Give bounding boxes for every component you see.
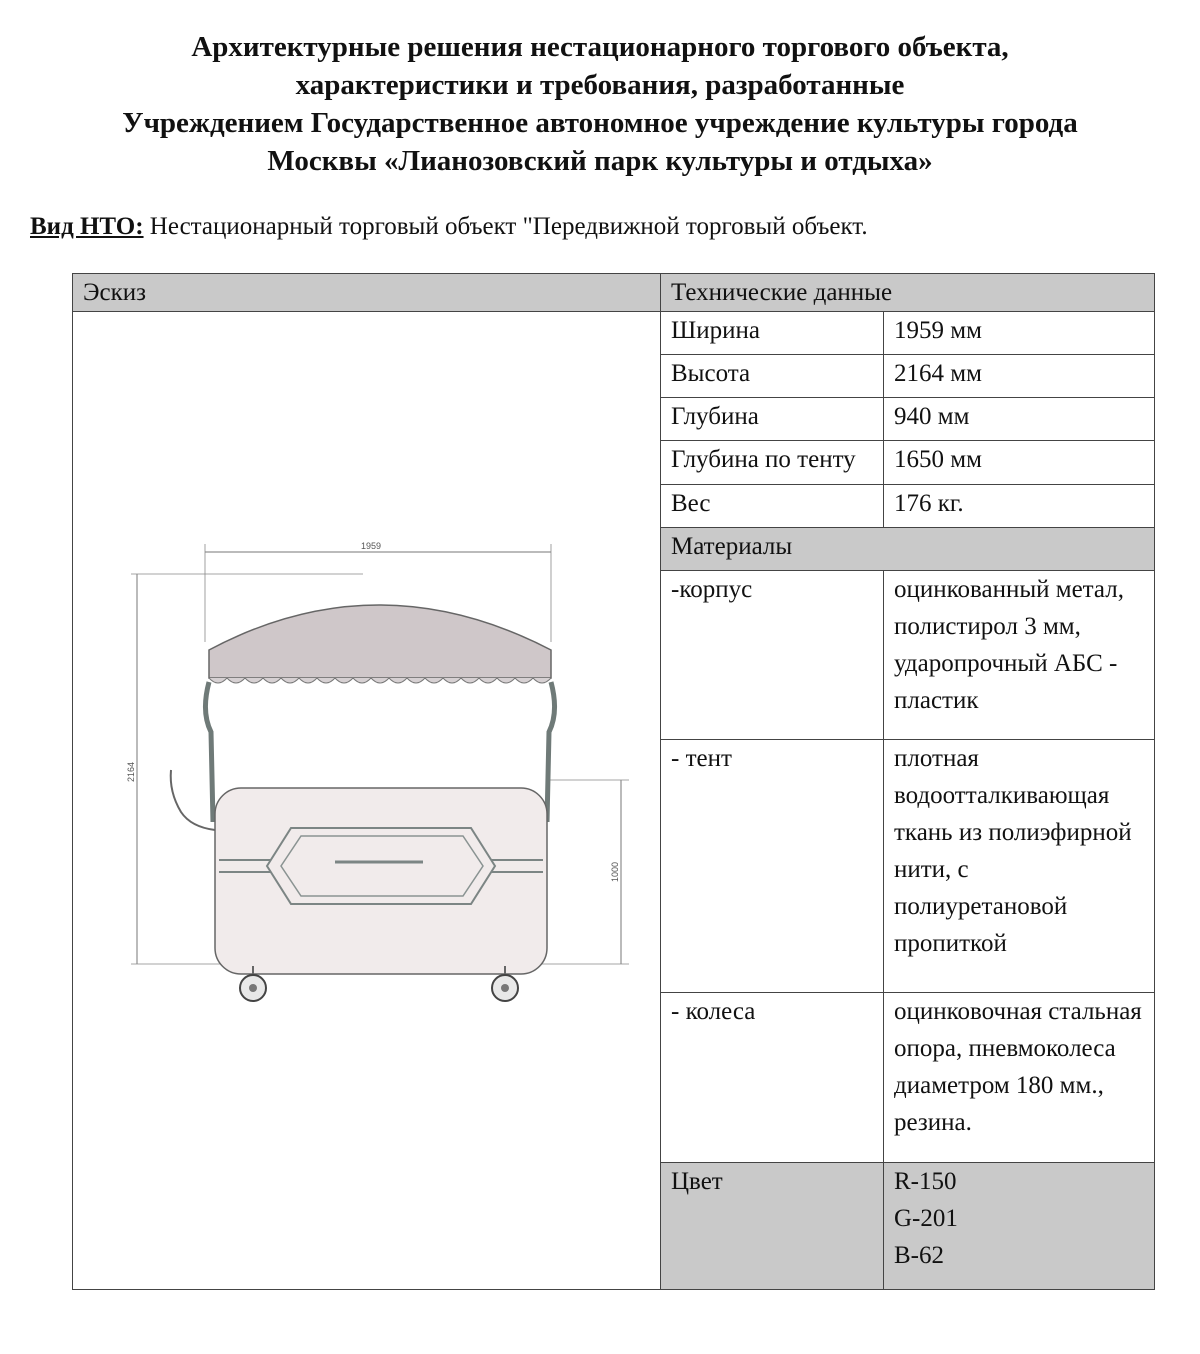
spec-label: Ширина xyxy=(661,312,884,355)
spec-value: 176 кг. xyxy=(884,484,1155,527)
kiosk-sketch xyxy=(73,312,661,1289)
material-value: плотная водоотталкивающая ткань из полиэфирной нити, с полиуретановой пропиткой xyxy=(884,740,1155,993)
material-label: - колеса xyxy=(661,993,884,1162)
material-label: - тент xyxy=(661,740,884,993)
material-value: оцинковочная стальная опора, пневмоколеса диаметром 180 мм., резина. xyxy=(884,993,1155,1162)
materials-header: Материалы xyxy=(661,527,1155,570)
spec-value: 2164 мм xyxy=(884,355,1155,398)
col-tech-header: Технические данные xyxy=(661,274,1155,312)
spec-label: Глубина по тенту xyxy=(661,441,884,484)
nto-kind xyxy=(30,213,868,241)
sketch-cell xyxy=(73,312,661,1290)
dim-width-label: 1959 xyxy=(360,541,382,551)
color-g: G-201 xyxy=(894,1204,958,1232)
canopy xyxy=(209,605,551,678)
nto-kind-label: Вид НТО: xyxy=(30,213,144,240)
dim-height-label: 2164 xyxy=(126,761,136,783)
title-line-3: Учреждением Государственное автономное учреждение культуры города xyxy=(122,107,1078,139)
spec-value: 1650 мм xyxy=(884,441,1155,484)
color-r: R-150 xyxy=(894,1167,957,1195)
dim-box-label: 1000 xyxy=(610,861,620,883)
spec-label: Высота xyxy=(661,355,884,398)
title-line-1: Архитектурные решения нестационарного торгового объекта, xyxy=(191,31,1009,63)
spec-value: 940 мм xyxy=(884,398,1155,441)
spec-label: Вес xyxy=(661,484,884,527)
spec-table xyxy=(72,273,1155,1290)
title-line-2: характеристики и требования, разработанные xyxy=(295,69,905,101)
spec-label: Глубина xyxy=(661,398,884,441)
title-line-4: Москвы «Лианозовский парк культуры и отдыха» xyxy=(267,145,933,177)
nto-kind-value: Нестационарный торговый объект "Передвижной торговый объект. xyxy=(143,213,868,240)
color-label: Цвет xyxy=(661,1162,884,1289)
col-sketch-header: Эскиз xyxy=(73,274,661,312)
document-title xyxy=(0,28,1200,180)
material-label: -корпус xyxy=(661,570,884,739)
material-value: оцинкованный метал, полистирол 3 мм, ударопрочный АБС - пластик xyxy=(884,570,1155,739)
spec-value: 1959 мм xyxy=(884,312,1155,355)
color-value xyxy=(884,1162,1155,1289)
color-b: B-62 xyxy=(894,1241,944,1269)
